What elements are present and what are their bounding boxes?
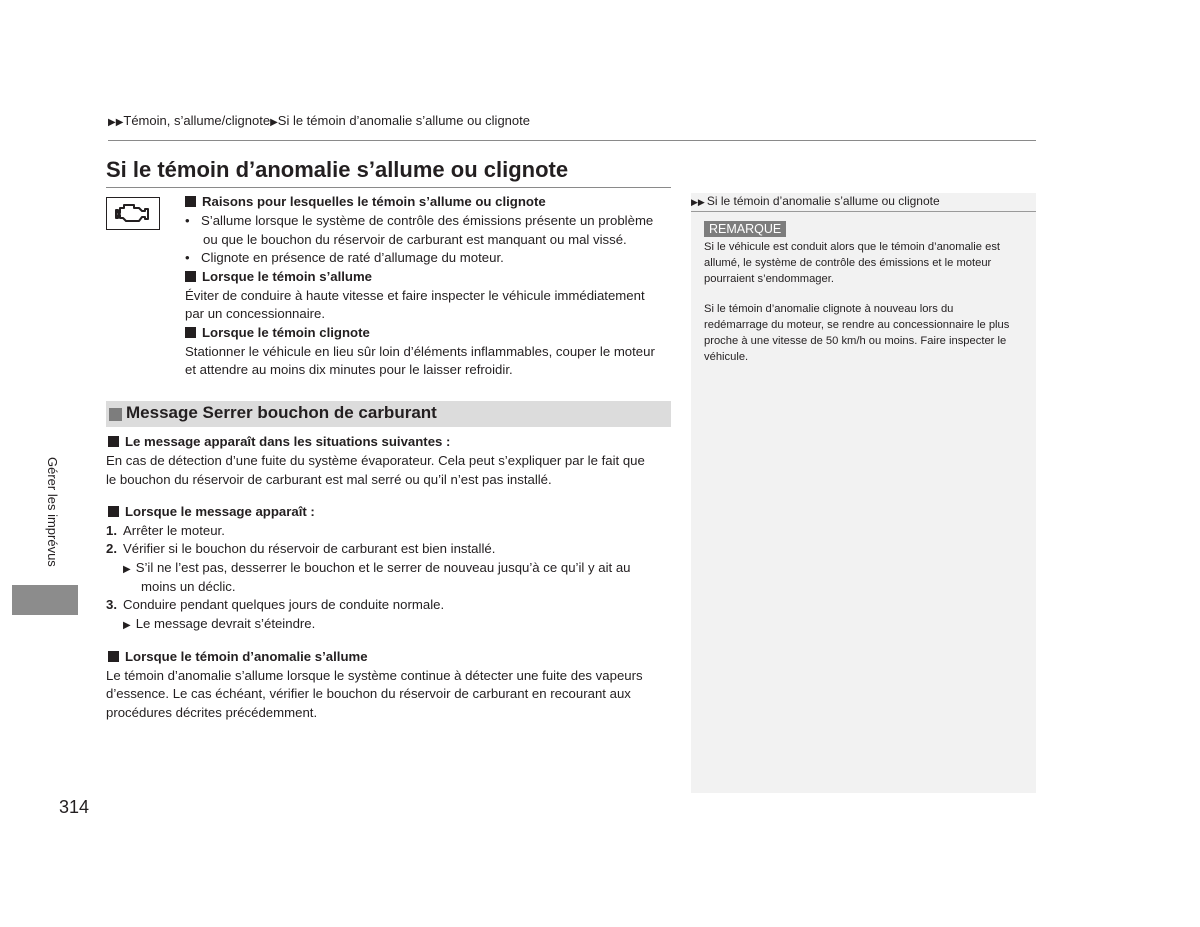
step-2: 2. Vérifier si le bouchon du réservoir de carburant est bien installé. xyxy=(106,541,496,556)
list-item: • S’allume lorsque le système de contrôle des émissions présente un problème xyxy=(185,213,654,228)
remarque-badge: REMARQUE xyxy=(704,221,786,237)
reference-icon: ▶▶ xyxy=(691,197,705,207)
sidebar-note: allumé, le système de contrôle des émissions et le moteur xyxy=(704,257,992,269)
square-bullet-icon xyxy=(185,327,196,338)
triangle-bullet-icon: ▶ xyxy=(123,620,131,631)
breadcrumb-arrow-icon: ▶▶ xyxy=(108,117,124,128)
square-bullet-icon xyxy=(108,506,119,517)
breadcrumb xyxy=(108,113,530,128)
square-bullet-icon xyxy=(185,271,196,282)
sidebar-note: proche à une vitesse de 50 km/h ou moins. Faire inspecter le xyxy=(704,335,1007,347)
page-number: 314 xyxy=(59,797,90,817)
paragraph: et attendre au moins dix minutes pour le laisser refroidir. xyxy=(185,362,513,377)
square-bullet-icon xyxy=(108,436,119,447)
sidebar-note: redémarrage du moteur, se rendre au concessionnaire le plus xyxy=(704,319,1010,331)
sidebar-note: Si le véhicule est conduit alors que le témoin d’anomalie est xyxy=(704,241,1001,253)
breadcrumb-item-2: Si le témoin d’anomalie s’allume ou clignote xyxy=(277,113,530,128)
triangle-bullet-icon: ▶ xyxy=(123,564,131,575)
subheading-lit: Lorsque le témoin s’allume xyxy=(185,268,372,287)
sidebar-heading: ▶▶ Si le témoin d’anomalie s’allume ou clignote xyxy=(691,194,1036,212)
chapter-label: Gérer les imprévus xyxy=(45,457,60,567)
subheading-mil: Lorsque le témoin d’anomalie s’allume xyxy=(108,648,368,667)
paragraph: procédures décrites précédemment. xyxy=(106,705,318,720)
section-title: Message Serrer bouchon de carburant xyxy=(126,403,437,422)
sidebar-note: Si le témoin d’anomalie clignote à nouveau lors du xyxy=(704,303,954,315)
section-heading xyxy=(106,401,671,427)
subheading-blinks: Lorsque le témoin clignote xyxy=(185,324,370,343)
sidebar-note: pourraient s’endommager. xyxy=(704,273,834,285)
paragraph: le bouchon du réservoir de carburant est mal serré ou qu’il n’est pas installé. xyxy=(106,472,552,487)
chapter-tab xyxy=(12,585,78,615)
paragraph: Stationner le véhicule en lieu sûr loin d’éléments inflammables, couper le moteur xyxy=(185,344,655,359)
subheading-situations: Le message apparaît dans les situations suivantes : xyxy=(108,433,450,452)
step-1: 1. Arrêter le moteur. xyxy=(106,523,225,538)
square-bullet-icon xyxy=(108,651,119,662)
paragraph: par un concessionnaire. xyxy=(185,306,326,321)
square-bullet-icon xyxy=(185,196,196,207)
header-rule xyxy=(108,140,1036,141)
breadcrumb-item-1: Témoin, s’allume/clignote xyxy=(123,113,271,128)
paragraph: d’essence. Le cas échéant, vérifier le bouchon du réservoir de carburant en recourant aux xyxy=(106,686,631,701)
paragraph: Le témoin d’anomalie s’allume lorsque le système continue à détecter une fuite des vapeurs xyxy=(106,668,643,683)
step-3: 3. Conduire pendant quelques jours de conduite normale. xyxy=(106,597,445,612)
step-3-note: ▶ Le message devrait s’éteindre. xyxy=(123,616,316,631)
paragraph: En cas de détection d’une fuite du système évaporateur. Cela peut s’expliquer par le fait que xyxy=(106,453,645,468)
list-item: • Clignote en présence de raté d’allumage du moteur. xyxy=(185,250,504,265)
breadcrumb-arrow-icon: ▶ xyxy=(270,117,278,128)
check-engine-icon xyxy=(106,197,160,230)
step-2-note-cont: moins un déclic. xyxy=(141,579,236,594)
step-2-note: ▶ S’il ne l’est pas, desserrer le bouchon et le serrer de nouveau jusqu’à ce qu’il y ait au xyxy=(123,560,631,575)
subheading-reasons: Raisons pour lesquelles le témoin s’allume ou clignote xyxy=(185,193,546,212)
list-item-cont: ou que le bouchon du réservoir de carburant est manquant ou mal vissé. xyxy=(203,232,627,247)
sidebar-note: véhicule. xyxy=(704,351,749,363)
section-square-icon xyxy=(109,408,122,421)
title-rule xyxy=(106,187,671,188)
page-title: Si le témoin d’anomalie s’allume ou clignote xyxy=(106,157,569,182)
subheading-message: Lorsque le message apparaît : xyxy=(108,503,315,522)
paragraph: Éviter de conduire à haute vitesse et faire inspecter le véhicule immédiatement xyxy=(185,288,645,303)
